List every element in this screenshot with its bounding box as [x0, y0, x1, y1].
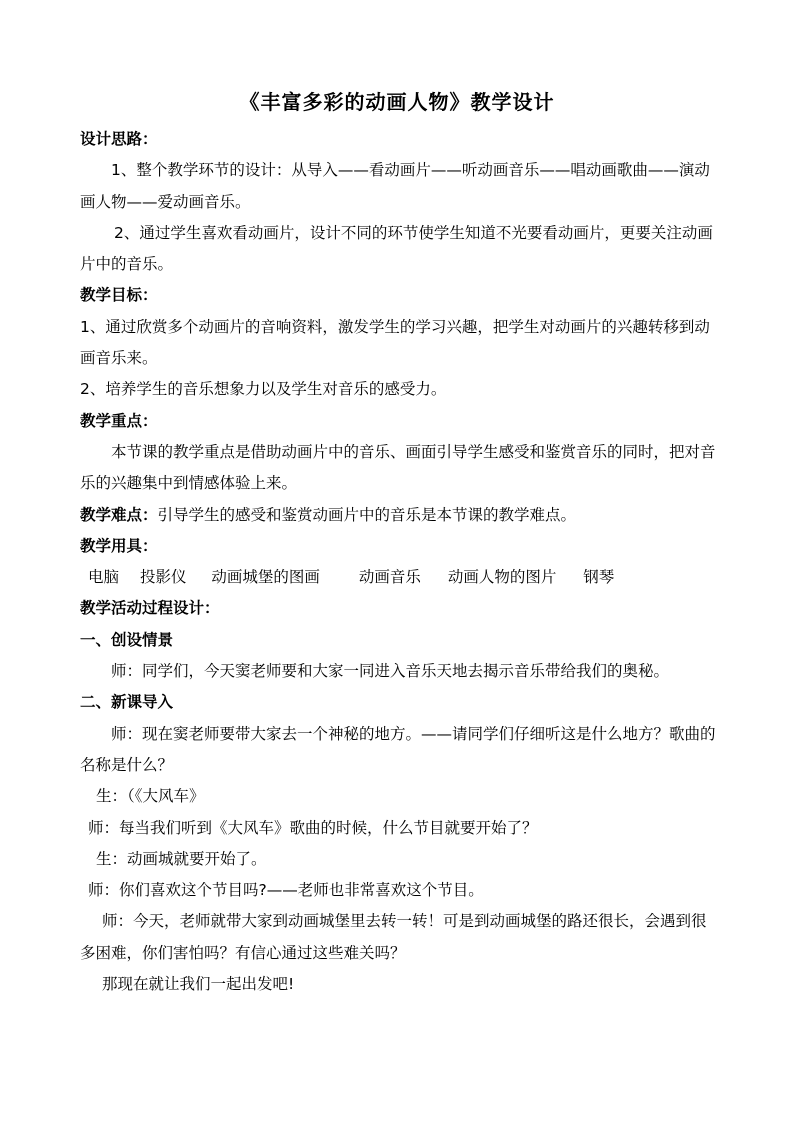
tool-item: 钢琴	[583, 568, 615, 587]
section-1-heading: 一、创设情景	[80, 630, 174, 649]
tool-item: 动画人物的图片	[447, 568, 557, 587]
process-heading: 教学活动过程设计：	[80, 599, 220, 618]
goals-item-1: 1、通过欣赏多个动画片的音响资料，激发学生的学习兴趣，把学生对动画片的兴趣转移到动画音乐来。	[80, 317, 710, 368]
difficulty-heading: 教学难点：	[80, 505, 158, 524]
section-2-line-5: 师：你们喜欢这个节目吗?——老师也非常喜欢这个节目。	[88, 881, 484, 900]
design-idea-item-1: 1、整个教学环节的设计：从导入——看动画片——听动画音乐——唱动画歌曲——演动画人物——爱动画音乐。	[80, 161, 710, 211]
goals-heading: 教学目标：	[80, 286, 158, 305]
goals-item-2: 2、培养学生的音乐想象力以及学生对音乐的感受力。	[80, 380, 447, 399]
document-body	[80, 124, 716, 1000]
section-2-line-4: 生：动画城就要开始了。	[96, 849, 267, 868]
section-2-line-3: 师：每当我们听到《大风车》歌曲的时候，什么节目就要开始了？	[88, 818, 538, 837]
focus-heading: 教学重点：	[80, 411, 158, 430]
section-1-text: 师：同学们，今天窦老师要和大家一同进入音乐天地去揭示音乐带给我们的奥秘。	[111, 662, 670, 681]
tool-item: 电脑	[88, 568, 120, 587]
tool-item: 动画城堡的图画	[211, 568, 320, 587]
design-idea-heading: 设计思路：	[80, 130, 158, 148]
section-2-line-6: 师：今天，老师就带大家到动画城堡里去转一转！可是到动画城堡的路还很长，会遇到很多困难，你们害怕吗？有信心通过这些难关吗？	[80, 912, 707, 962]
document-title: 《丰富多彩的动画人物》教学设计	[239, 90, 555, 114]
difficulty-line	[80, 500, 716, 531]
section-2-line-7: 那现在就让我们一起出发吧!	[102, 975, 295, 994]
tools-list	[80, 562, 716, 593]
section-2-heading: 二、新课导入	[80, 693, 174, 712]
tool-item: 投影仪	[139, 568, 187, 587]
tool-item: 动画音乐	[358, 568, 421, 587]
difficulty-text: 引导学生的感受和鉴赏动画片中的音乐是本节课的教学难点。	[157, 505, 577, 524]
section-2-line-2: 生：（《大风车》	[96, 787, 205, 806]
tools-heading: 教学用具：	[80, 536, 158, 555]
focus-text: 本节课的教学重点是借助动画片中的音乐、画面引导学生感受和鉴赏音乐的同时，把对音乐的兴趣集中到情感体验上来。	[80, 442, 716, 493]
section-2-line-1: 师：现在窦老师要带大家去一个神秘的地方。——请同学们仔细听这是什么地方？歌曲的名称是什么？	[80, 724, 716, 774]
design-idea-item-2: 2、通过学生喜欢看动画片，设计不同的环节使学生知道不光要看动画片，更要关注动画片中的音乐。	[80, 223, 713, 274]
